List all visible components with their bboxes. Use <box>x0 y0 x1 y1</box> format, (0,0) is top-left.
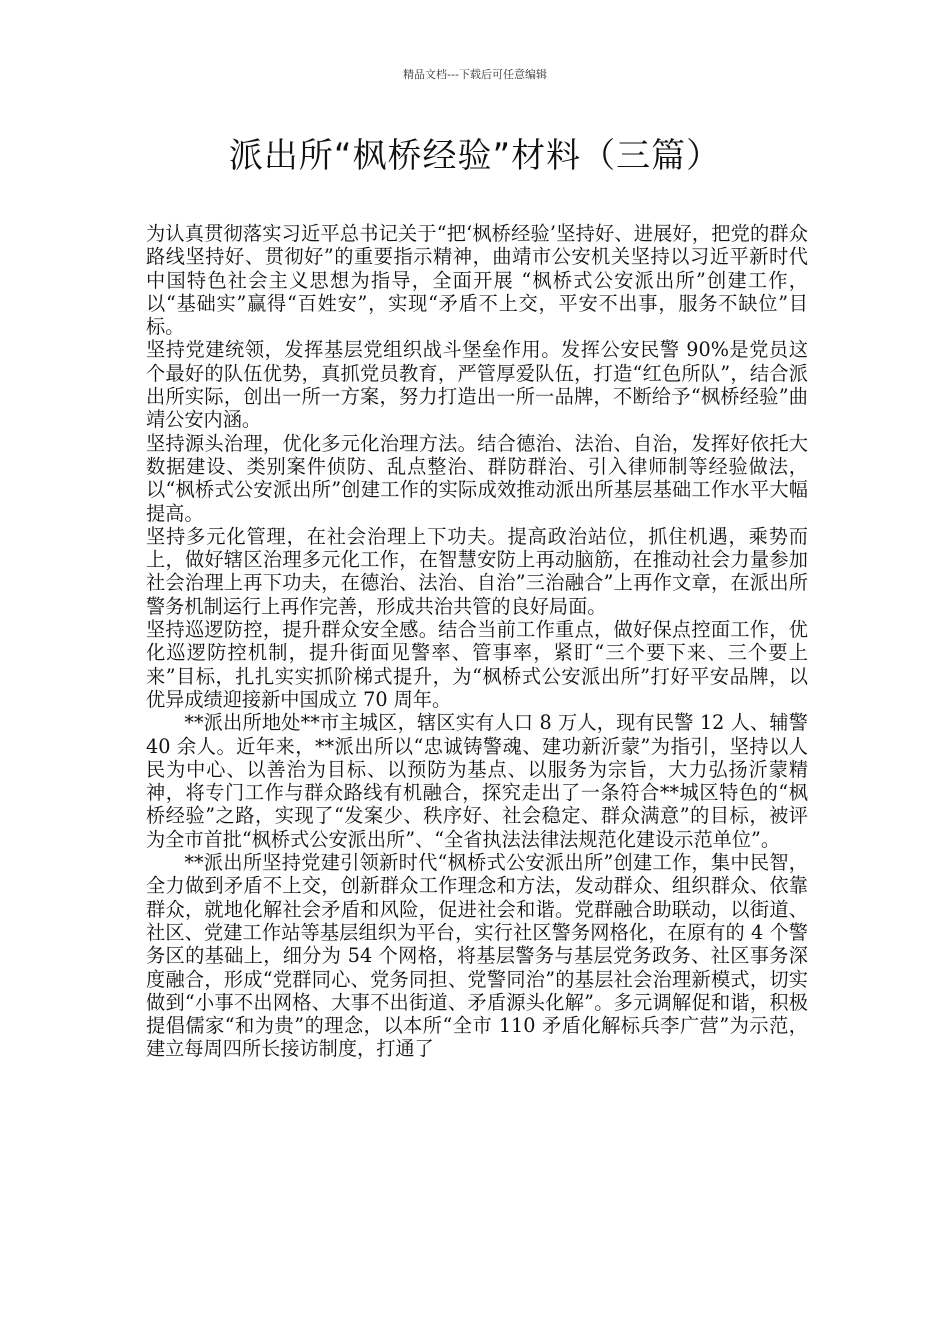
paragraph: 坚持源头治理，优化多元化治理方法。结合德治、法治、自治，发挥好依托大数据建设、类别案件侦防、乱点整治、群防群治、引入律师制等经验做法，以“枫桥式公安派出所”创建工作的实际成效推动派出所基层基础工作水平大幅提高。 <box>146 431 808 525</box>
document-title: 派出所“枫桥经验”材料（三篇） <box>228 136 722 176</box>
paragraph: 坚持党建统领，发挥基层党组织战斗堡垒作用。发挥公安民警 90%是党员这个最好的队伍优势，真抓党员教育，严管厚爱队伍，打造“红色所队”，结合派出所实际，创出一所一方案，努力打造出一所一品牌，不断给予“枫桥经验”曲靖公安内涵。 <box>146 338 808 432</box>
paragraph: 坚持巡逻防控，提升群众安全感。结合当前工作重点，做好保点控面工作，优化巡逻防控机制，提升街面见警率、管事率，紧盯“三个要下来、三个要上来”目标，扎扎实实抓阶梯式提升，为“枫桥式公安派出所”打好平安品牌，以优异成绩迎接新中国成立 70 周年。 <box>146 618 808 711</box>
document-body <box>146 222 808 1061</box>
paragraph: 为认真贯彻落实习近平总书记关于“把‘枫桥经验’坚持好、进展好，把党的群众路线坚持好、贯彻好”的重要指示精神，曲靖市公安机关坚持以习近平新时代中国特色社会主义思想为指导，全面开展 “枫桥式公安派出所”创建工作，以“基础实”赢得“百姓安”，实现“矛盾不上交，平安不出事，服务不缺位”目标。 <box>146 222 808 339</box>
paragraph: **派出所地处**市主城区，辖区实有人口 8 万人，现有民警 12 人、辅警 40 余人。近年来，**派出所以“忠诚铸警魂、建功新沂蒙”为指引，坚持以人民为中心、以善治为目标、以预防为基点、以服务为宗旨，大力弘扬沂蒙精神，将专门工作与群众路线有机融合，探究走出了一条符合**城区特色的“枫桥经验”之路，实现了“发案少、秩序好、社会稳定、群众满意”的目标，被评为全市首批“枫桥式公安派出所”、“全省执法法律法规范化建设示范单位”。 <box>146 711 808 851</box>
paragraph: 坚持多元化管理，在社会治理上下功夫。提高政治站位，抓住机遇，乘势而上，做好辖区治理多元化工作，在智慧安防上再动脑筋，在推动社会力量参加社会治理上再下功夫，在德治、法治、自治”三治融合”上再作文章，在派出所警务机制运行上再作完善，形成共治共管的良好局面。 <box>146 524 808 618</box>
paragraph: **派出所坚持党建引领新时代“枫桥式公安派出所”创建工作，集中民智，全力做到矛盾不上交，创新群众工作理念和方法，发动群众、组织群众、依靠群众，就地化解社会矛盾和风险，促进社会和谐。党群融合助联动，以街道、社区、党建工作站等基层组织为平台，实行社区警务网格化，在原有的 4 个警务区的基础上，细分为 54 个网格，将基层警务与基层党务政务、社区事务深度融合，形成“党群同心、党务同担、党警同治”的基层社会治理新模式，切实做到“小事不出网格、大事不出街道、矛盾源头化解”。多元调解促和谐，积极提倡儒家“和为贵”的理念，以本所“全市 110 矛盾化解标兵李广营”为示范，建立每周四所长接访制度，打通了 <box>146 851 808 1061</box>
header-note: 精品文档---下载后可任意编辑 <box>403 68 547 81</box>
